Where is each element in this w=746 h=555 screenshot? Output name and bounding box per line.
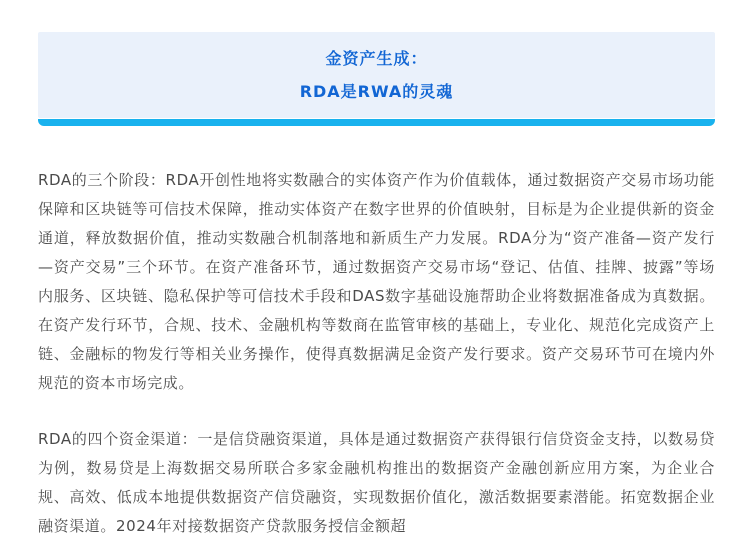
header-subtitle: RDA是RWA的灵魂	[299, 82, 454, 101]
header-accent-bar	[38, 119, 715, 126]
paragraph-rda-stages: RDA的三个阶段：RDA开创性地将实数融合的实体资产作为价值载体，通过数据资产交易市场功能保障和区块链等可信技术保障，推动实体资产在数字世界的价值映射，目标是为企业提供新的资金通道，释放数据价值，推动实数融合机制落地和新质生产力发展。RDA分为“资产准备—资产发行—资产交易”三个环节。在资产准备环节，通过数据资产交易市场“登记、估值、挂牌、披露”等场内服务、区块链、隐私保护等可信技术手段和DAS数字基础设施帮助企业将数据准备成为真数据。在资产发行环节，合规、技术、金融机构等数商在监管审核的基础上，专业化、规范化完成资产上链、金融标的物发行等相关业务操作，使得真数据满足金资产发行要求。资产交易环节可在境内外规范的资本市场完成。	[38, 171, 715, 392]
article-body	[38, 166, 715, 555]
header-title: 金资产生成：	[325, 49, 428, 68]
section-header	[38, 32, 715, 118]
paragraph-rda-funding-channels: RDA的四个资金渠道：一是信贷融资渠道，具体是通过数据资产获得银行信贷资金支持，以数易贷为例，数易贷是上海数据交易所联合多家金融机构推出的数据资产金融创新应用方案，为企业合规、高效、低成本地提供数据资产信贷融资，实现数据价值化，激活数据要素潜能。拓宽数据企业融资渠道。2024年对接数据资产贷款服务授信金额超	[38, 430, 715, 535]
